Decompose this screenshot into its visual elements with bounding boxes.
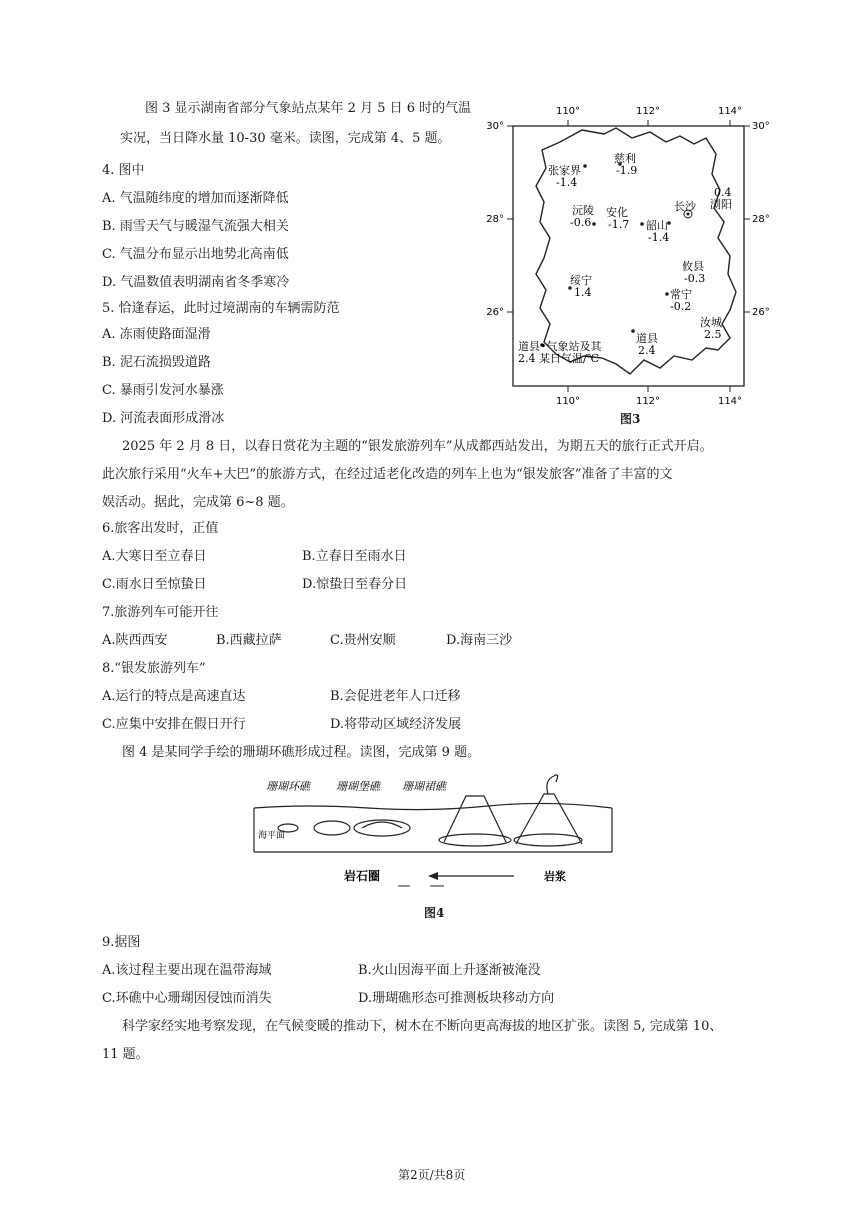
intro-q68-line-1: 2025 年 2 月 8 日，以春日赏花为主题的“银发旅游列车”从成都西站发出，为期五天的旅行正式开启。 — [122, 439, 713, 454]
station-yuanling-name: 沅陵 — [572, 204, 594, 217]
q7-option-d: D.海南三沙 — [446, 633, 513, 648]
q7-option-b: B.西藏拉萨 — [216, 633, 282, 648]
reef-magma-label: 岩浆 — [544, 870, 566, 883]
lat-label-right-1: 30° — [752, 121, 770, 132]
reef-caption: 图4 — [424, 906, 445, 920]
q5-option-b: B. 泥石流损毁道路 — [102, 355, 211, 370]
q4-option-b: B. 雨雪天气与暖湿气流强大相关 — [102, 219, 289, 234]
lon-label-top-1: 110° — [555, 106, 581, 117]
station-cili-name: 慈利 — [614, 152, 636, 165]
station-suining-name: 绥宁 — [570, 274, 592, 287]
station-changsha-name: 长沙 — [674, 200, 696, 213]
station-yuanling-value: -0.6 — [570, 216, 592, 229]
q9-option-c: C.环礁中心珊瑚因侵蚀而消失 — [102, 991, 272, 1006]
lon-label-bottom-2: 112° — [635, 396, 661, 407]
map-caption: 图3 — [620, 412, 641, 426]
q8-option-b: B.会促进老年人口迁移 — [330, 689, 461, 704]
q6-option-a: A.大寒日至立春日 — [102, 549, 207, 564]
intro-q1011-line-2: 11 题。 — [102, 1047, 149, 1062]
q5-stem: 5. 恰逢春运，此时过境湖南的车辆需防范 — [102, 301, 340, 316]
reef-rock-label: 岩石圈 — [344, 869, 381, 883]
station-changning-value: -0.2 — [670, 300, 692, 313]
q8-option-c: C.应集中安排在假日开行 — [102, 717, 246, 732]
station-changning-name: 常宁 — [670, 288, 692, 301]
station-cili-value: -1.9 — [616, 164, 638, 177]
q4-option-a: A. 气温随纬度的增加而逐渐降低 — [102, 191, 289, 206]
station-anhua-name: 安化 — [606, 206, 628, 219]
q5-option-d: D. 河流表面形成滑冰 — [102, 411, 225, 426]
lat-label-right-3: 26° — [752, 307, 770, 318]
q5-option-c: C. 暴雨引发河水暴涨 — [102, 383, 224, 398]
reef-label-barrier: 珊瑚堡礁 — [336, 780, 380, 793]
intro-line-2: 实况，当日降水量 10-30 毫米。读图，完成第 4、5 题。 — [120, 131, 451, 146]
station-rucheng-value: 2.5 — [704, 328, 722, 341]
q4-stem: 4. 图中 — [102, 163, 145, 178]
station-daoxian-value: 2.4 — [638, 344, 656, 357]
lat-label-left-1: 30° — [486, 121, 504, 132]
q9-option-b: B.火山因海平面上升逐渐被淹没 — [358, 963, 541, 978]
intro-q68-line-2: 此次旅行采用“火车+大巴”的旅游方式，在经过适老化改造的列车上也为“银发旅客”准备了丰富的文 — [102, 467, 673, 482]
q4-option-c: C. 气温分布显示出地势北高南低 — [102, 247, 289, 262]
lon-label-top-3: 114° — [717, 106, 743, 117]
q4-option-d: D. 气温数值表明湖南省冬季寒冷 — [102, 275, 290, 290]
lon-label-bottom-3: 114° — [717, 396, 743, 407]
station-liuyang-value: 0.4 — [714, 186, 732, 199]
q6-option-d: D.惊蛰日至春分日 — [302, 577, 408, 592]
hunan-map — [484, 98, 774, 433]
q8-stem: 8.“银发旅游列车” — [102, 661, 206, 676]
lat-label-right-2: 28° — [752, 214, 770, 225]
q7-option-c: C.贵州安顺 — [330, 633, 396, 648]
q8-option-a: A.运行的特点是高速直达 — [102, 689, 246, 704]
station-shaoshan-name: 韶山 — [646, 219, 668, 232]
sea-level-label: 海平面 — [258, 831, 286, 841]
station-daoxian-name: 道县 — [636, 332, 658, 345]
station-youxian-name: 攸县 — [682, 260, 704, 273]
station-suining-value: 1.4 — [574, 286, 592, 299]
q9-option-d: D.珊瑚礁形态可推测板块移动方向 — [358, 991, 555, 1006]
station-zhangjiajie-name: 张家界 — [548, 164, 581, 177]
lat-label-left-2: 28° — [486, 214, 504, 225]
lon-label-bottom-1: 110° — [555, 396, 581, 407]
q6-stem: 6.旅客出发时，正值 — [102, 521, 219, 536]
reef-label-fringing: 珊瑚裙礁 — [402, 780, 446, 793]
intro-line-1: 图 3 显示湖南省部分气象站点某年 2 月 5 日 6 时的气温 — [145, 101, 472, 116]
station-shaoshan-value: -1.4 — [648, 231, 670, 244]
lat-label-left-3: 26° — [486, 307, 504, 318]
q5-option-a: A. 冻雨使路面湿滑 — [102, 327, 211, 342]
station-zhangjiajie-value: -1.4 — [556, 176, 578, 189]
intro-q68-line-3: 娱活动。据此，完成第 6~8 题。 — [102, 495, 294, 510]
station-youxian-value: -0.3 — [684, 272, 706, 285]
map-legend-line-1: 道县•气象站及其 — [518, 340, 602, 353]
q7-stem: 7.旅游列车可能开往 — [102, 605, 219, 620]
intro-q9: 图 4 是某同学手绘的珊瑚环礁形成过程。读图，完成第 9 题。 — [122, 745, 481, 760]
q8-option-d: D.将带动区域经济发展 — [330, 717, 462, 732]
reef-diagram — [248, 768, 620, 898]
q6-option-b: B.立春日至雨水日 — [302, 549, 407, 564]
q7-option-a: A.陕西西安 — [102, 633, 168, 648]
q6-option-c: C.雨水日至惊蛰日 — [102, 577, 207, 592]
lon-label-top-2: 112° — [635, 106, 661, 117]
intro-q1011-line-1: 科学家经实地考察发现，在气候变暖的推动下，树木在不断向更高海拔的地区扩张。读图 5, 完成第 10、 — [122, 1019, 723, 1034]
station-anhua-value: -1.7 — [608, 218, 630, 231]
q9-stem: 9.据图 — [102, 935, 141, 950]
map-legend-line-2: 2.4 某日气温/℃ — [518, 352, 600, 365]
station-rucheng-name: 汝城 — [700, 316, 722, 329]
q9-option-a: A.该过程主要出现在温带海域 — [102, 963, 272, 978]
page-footer: 第2页/共8页 — [398, 1168, 466, 1182]
reef-label-atoll: 珊瑚环礁 — [266, 780, 310, 793]
station-liuyang-name: 浏阳 — [710, 198, 732, 211]
